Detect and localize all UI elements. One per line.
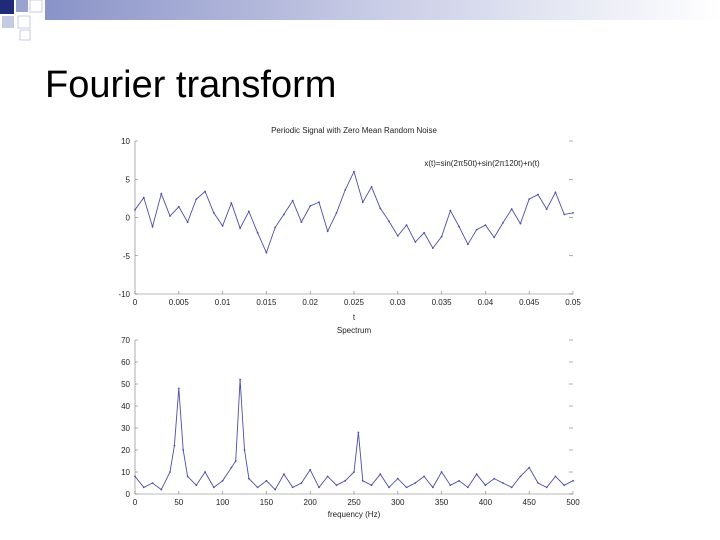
spectrum-data-point	[441, 471, 443, 473]
spectrum-data-point	[274, 489, 276, 491]
spectrum-x-tick-label: 450	[522, 498, 536, 507]
signal-x-tick-label: 0.025	[343, 298, 365, 307]
signal-title: Periodic Signal with Zero Mean Random Noise	[271, 126, 437, 135]
spectrum-data-point	[235, 460, 237, 462]
spectrum-x-label: frequency (Hz)	[327, 510, 381, 519]
spectrum-data-point	[222, 480, 224, 482]
spectrum-data-point	[432, 487, 434, 489]
signal-data-point	[371, 186, 373, 188]
spectrum-data-point	[169, 471, 171, 473]
slide-title: Fourier transform	[45, 64, 337, 106]
signal-data-point	[336, 212, 338, 214]
spectrum-data-point	[283, 473, 285, 475]
signal-data-point	[134, 209, 136, 211]
spectrum-data-point	[357, 432, 359, 434]
signal-data-point	[528, 198, 530, 200]
signal-data-point	[493, 236, 495, 238]
signal-data-point	[195, 198, 197, 200]
signal-data-point	[266, 252, 268, 254]
spectrum-data-point	[379, 473, 381, 475]
signal-data-point	[572, 212, 574, 214]
signal-data-point	[187, 221, 189, 223]
spectrum-data-point	[178, 388, 180, 390]
signal-data-point	[423, 232, 425, 234]
signal-data-point	[537, 194, 539, 196]
signal-x-tick-label: 0.01	[214, 298, 231, 307]
signal-x-tick-label: 0.04	[477, 298, 494, 307]
signal-data-point	[309, 205, 311, 207]
signal-x-tick-label: 0.045	[519, 298, 540, 307]
signal-data-point	[292, 200, 294, 202]
signal-data-point	[476, 229, 478, 231]
spectrum-data-point	[493, 478, 495, 480]
spectrum-data-point	[485, 484, 487, 486]
spectrum-data-point	[182, 449, 184, 451]
spectrum-data-point	[248, 478, 250, 480]
spectrum-data-point	[476, 473, 478, 475]
signal-data-point	[362, 201, 364, 203]
spectrum-data-point	[143, 487, 145, 489]
signal-data-point	[274, 227, 276, 229]
spectrum-data-point	[371, 484, 373, 486]
spectrum-data-point	[572, 480, 574, 482]
spectrum-y-tick-label: 40	[121, 402, 130, 411]
signal-data-point	[204, 191, 206, 193]
spectrum-data-point	[336, 484, 338, 486]
signal-data-point	[449, 210, 451, 212]
signal-data-point	[213, 212, 215, 214]
spectrum-y-tick-label: 0	[125, 490, 130, 499]
signal-data-point	[222, 225, 224, 227]
signal-data-point	[257, 232, 259, 234]
signal-data-point	[546, 208, 548, 210]
signal-data-point	[441, 236, 443, 238]
spectrum-x-tick-label: 500	[566, 498, 580, 507]
signal-data-point	[160, 193, 162, 195]
spectrum-y-tick-label: 60	[121, 358, 130, 367]
spectrum-data-point	[406, 487, 408, 489]
signal-data-point	[414, 241, 416, 243]
signal-data-point	[239, 227, 241, 229]
signal-x-tick-label: 0	[132, 298, 138, 307]
spectrum-x-tick-label: 400	[478, 498, 493, 507]
spectrum-data-point	[160, 489, 162, 491]
signal-data-point	[397, 235, 399, 237]
spectrum-y-tick-label: 50	[121, 380, 130, 389]
spectrum-data-point	[555, 476, 557, 478]
spectrum-y-tick-label: 20	[121, 446, 130, 455]
signal-data-point	[432, 247, 434, 249]
spectrum-x-tick-label: 0	[132, 498, 138, 507]
spectrum-data-point	[309, 469, 311, 471]
signal-y-tick-label: 5	[125, 175, 130, 185]
signal-data-point	[178, 206, 180, 208]
signal-x-tick-label: 0.05	[565, 298, 581, 307]
signal-x-tick-label: 0.035	[431, 298, 452, 307]
signal-data-point	[502, 222, 504, 224]
signal-data-point	[511, 208, 513, 210]
spectrum-data-point	[397, 478, 399, 480]
signal-data-point	[555, 191, 557, 193]
spectrum-data-point	[301, 482, 303, 484]
spectrum-data-point	[502, 482, 504, 484]
signal-data-point	[152, 226, 154, 228]
spectrum-x-tick-label: 300	[391, 498, 405, 507]
spectrum-data-point	[423, 476, 425, 478]
spectrum-data-point	[458, 480, 460, 482]
spectrum-data-point	[230, 467, 232, 469]
spectrum-data-point	[467, 487, 469, 489]
spectrum-data-point	[244, 449, 246, 451]
spectrum-data-point	[152, 482, 154, 484]
spectrum-data-point	[414, 482, 416, 484]
signal-x-tick-label: 0.015	[256, 298, 277, 307]
spectrum-data-point	[511, 487, 513, 489]
signal-data-point	[485, 224, 487, 226]
signal-y-tick-label: 0	[125, 213, 130, 223]
spectrum-data-point	[353, 471, 355, 473]
spectrum-data-point	[174, 445, 176, 447]
signal-data-point	[563, 214, 565, 216]
spectrum-y-tick-label: 30	[121, 424, 130, 433]
spectrum-series-line	[135, 380, 573, 490]
signal-x-tick-label: 0.02	[302, 298, 318, 307]
spectrum-data-point	[537, 482, 539, 484]
spectrum-data-point	[327, 476, 329, 478]
signal-x-tick-label: 0.005	[168, 298, 189, 307]
spectrum-data-point	[362, 480, 364, 482]
signal-data-point	[301, 221, 303, 223]
spectrum-data-point	[449, 484, 451, 486]
spectrum-data-point	[257, 487, 259, 489]
signal-annotation: x(t)=sin(2π50t)+sin(2π120t)+n(t)	[424, 159, 540, 168]
spectrum-data-point	[318, 487, 320, 489]
spectrum-x-tick-label: 200	[303, 498, 317, 507]
spectrum-data-point	[195, 484, 197, 486]
spectrum-x-tick-label: 250	[347, 498, 361, 507]
signal-series-line	[135, 172, 573, 253]
spectrum-data-point	[204, 471, 206, 473]
signal-data-point	[344, 189, 346, 191]
signal-data-point	[327, 230, 329, 232]
signal-data-point	[379, 207, 381, 209]
signal-y-tick-label: -5	[122, 251, 130, 261]
signal-data-point	[230, 202, 232, 204]
signal-data-point	[283, 214, 285, 216]
spectrum-data-point	[213, 487, 215, 489]
spectrum-x-tick-label: 50	[174, 498, 184, 507]
spectrum-y-tick-label: 70	[121, 336, 130, 345]
spectrum-title: Spectrum	[336, 326, 372, 335]
spectrum-data-point	[134, 476, 136, 478]
spectrum-data-point	[344, 480, 346, 482]
spectrum-data-point	[388, 487, 390, 489]
signal-x-label: t	[352, 313, 356, 322]
spectrum-data-point	[528, 467, 530, 469]
spectrum-data-point	[292, 487, 294, 489]
signal-y-tick-label: 10	[121, 137, 130, 146]
spectrum-x-tick-label: 150	[259, 498, 274, 507]
signal-data-point	[353, 171, 355, 173]
signal-data-point	[248, 210, 250, 212]
signal-data-point	[458, 226, 460, 228]
spectrum-data-point	[520, 476, 522, 478]
spectrum-data-point	[187, 476, 189, 478]
spectrum-data-point	[266, 480, 268, 482]
signal-data-point	[467, 243, 469, 245]
spectrum-x-tick-label: 100	[215, 498, 230, 507]
signal-data-point	[318, 201, 320, 203]
signal-data-point	[143, 197, 145, 199]
signal-data-point	[520, 223, 522, 225]
spectrum-y-tick-label: 10	[121, 468, 130, 477]
signal-data-point	[169, 215, 171, 217]
spectrum-x-tick-label: 350	[434, 498, 449, 507]
signal-data-point	[406, 224, 408, 226]
spectrum-data-point	[563, 484, 565, 486]
signal-data-point	[388, 220, 390, 222]
signal-x-tick-label: 0.03	[390, 298, 406, 307]
spectrum-data-point	[546, 487, 548, 489]
spectrum-data-point	[239, 379, 241, 381]
signal-y-tick-label: -10	[118, 290, 130, 299]
